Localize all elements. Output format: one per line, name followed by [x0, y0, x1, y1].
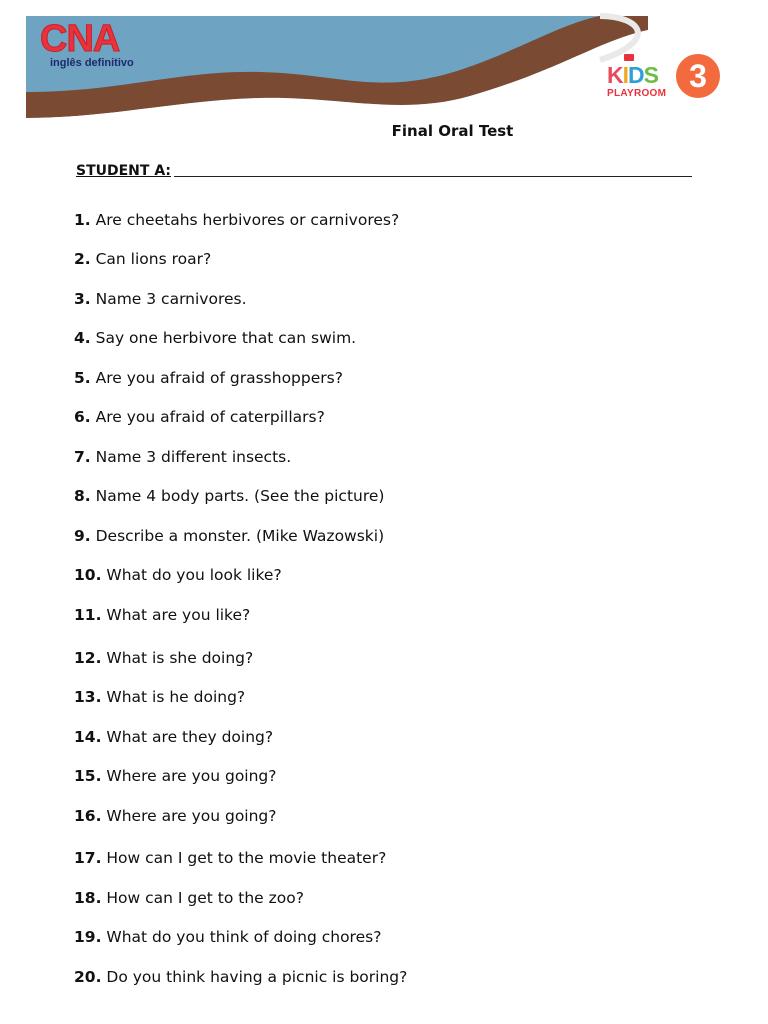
kids-playroom-logo	[604, 52, 722, 102]
question-item	[74, 806, 277, 826]
level-badge: 3	[676, 54, 720, 98]
question-text: Say one herbivore that can swim.	[90, 329, 357, 347]
question-text: What do you think of doing chores?	[101, 928, 382, 946]
question-text: What are you like?	[101, 606, 251, 624]
question-item	[74, 407, 325, 427]
question-number: 15.	[74, 767, 102, 785]
question-text: Can lions roar?	[90, 250, 212, 268]
question-item	[74, 687, 245, 707]
kids-letter-i: I	[622, 62, 629, 88]
question-item	[74, 605, 250, 625]
flag-icon	[624, 54, 634, 61]
kids-letter-s: S	[643, 62, 658, 88]
question-text: Are cheetahs herbivores or carnivores?	[90, 211, 400, 229]
question-number: 10.	[74, 566, 102, 584]
kids-letter-d: D	[628, 62, 644, 88]
question-text: Where are you going?	[101, 767, 277, 785]
question-text: Where are you going?	[101, 807, 277, 825]
question-number: 6.	[74, 408, 91, 426]
question-number: 5.	[74, 369, 91, 387]
question-text: Name 3 different insects.	[90, 448, 292, 466]
question-number: 11.	[74, 606, 102, 624]
question-number: 2.	[74, 250, 91, 268]
question-number: 9.	[74, 527, 91, 545]
question-number: 1.	[74, 211, 91, 229]
cna-wordmark: CNA	[40, 18, 120, 60]
kids-letter-k: K	[607, 62, 623, 88]
question-number: 3.	[74, 290, 91, 308]
question-number: 7.	[74, 448, 91, 466]
question-number: 19.	[74, 928, 102, 946]
cna-tagline: inglês definitivo	[50, 57, 134, 69]
student-name-blank	[174, 176, 692, 177]
student-label: STUDENT A:	[76, 163, 172, 179]
kids-wordmark	[607, 62, 658, 89]
question-item	[74, 486, 384, 506]
question-item	[74, 648, 253, 668]
question-item	[74, 888, 304, 908]
question-text: Are you afraid of caterpillars?	[90, 408, 325, 426]
question-text: Describe a monster. (Mike Wazowski)	[90, 527, 385, 545]
question-number: 14.	[74, 728, 102, 746]
question-item	[74, 565, 282, 585]
question-item	[74, 328, 356, 348]
kids-subtitle: PLAYROOM	[607, 88, 667, 99]
question-text: Are you afraid of grasshoppers?	[90, 369, 343, 387]
question-number: 18.	[74, 889, 102, 907]
question-item	[74, 210, 399, 230]
question-text: Name 4 body parts. (See the picture)	[90, 487, 385, 505]
question-text: What are they doing?	[101, 728, 274, 746]
question-item	[74, 766, 277, 786]
question-text: How can I get to the zoo?	[101, 889, 304, 907]
question-number: 16.	[74, 807, 102, 825]
question-item	[74, 526, 384, 546]
question-item	[74, 967, 407, 987]
question-item	[74, 249, 211, 269]
student-line	[76, 160, 692, 178]
question-text: How can I get to the movie theater?	[101, 849, 387, 867]
page-title: Final Oral Test	[391, 122, 514, 140]
question-text: What do you look like?	[101, 566, 282, 584]
question-item	[74, 727, 273, 747]
question-number: 17.	[74, 849, 102, 867]
question-number: 20.	[74, 968, 102, 986]
question-item	[74, 848, 386, 868]
question-item	[74, 368, 343, 388]
question-text: What is he doing?	[101, 688, 246, 706]
question-text: Name 3 carnivores.	[90, 290, 247, 308]
question-item	[74, 447, 291, 467]
question-item	[74, 927, 381, 947]
question-item	[74, 289, 247, 309]
question-number: 13.	[74, 688, 102, 706]
question-number: 8.	[74, 487, 91, 505]
question-text: What is she doing?	[101, 649, 254, 667]
question-text: Do you think having a picnic is boring?	[101, 968, 408, 986]
question-number: 12.	[74, 649, 102, 667]
question-number: 4.	[74, 329, 91, 347]
cna-logo	[40, 18, 134, 69]
